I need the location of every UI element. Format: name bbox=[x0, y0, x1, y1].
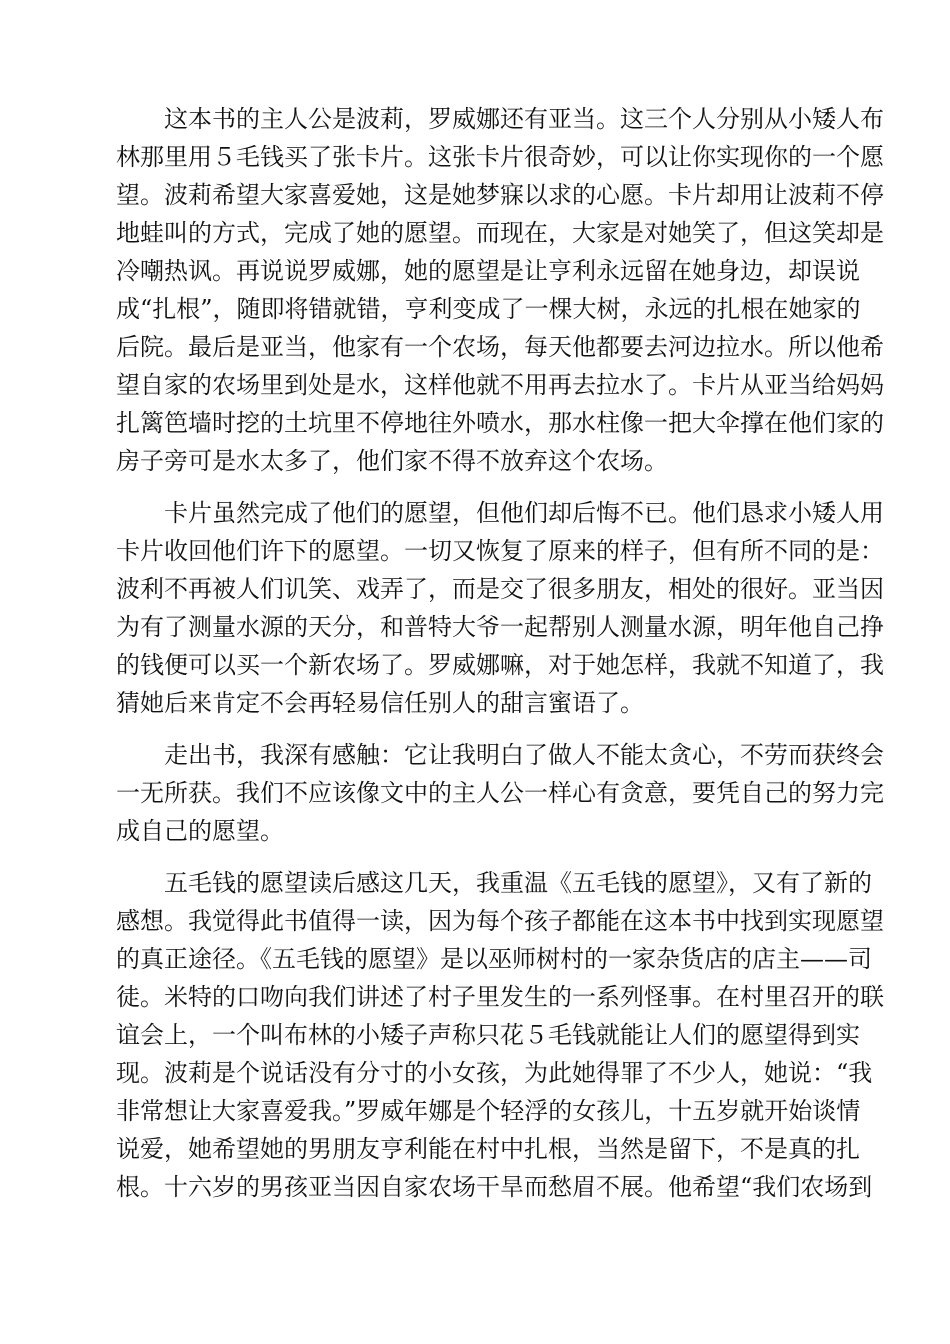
text-line: 非常想让大家喜爱我。”罗威年娜是个轻浮的女孩儿，十五岁就开始谈情 bbox=[116, 1097, 861, 1125]
text-line: 的钱便可以买一个新农场了。罗威娜嘛，对于她怎样，我就不知道了，我 bbox=[116, 651, 884, 679]
text-line: 感想。我觉得此书值得一读，因为每个孩子都能在这本书中找到实现愿望 bbox=[116, 907, 884, 935]
text-line: 五毛钱的愿望读后感这几天，我重温《五毛钱的愿望》，又有了新的 bbox=[164, 869, 872, 897]
text-line: 林那里用５毛钱买了张卡片。这张卡片很奇妙，可以让你实现你的一个愿 bbox=[116, 143, 884, 171]
text-line: 一无所获。我们不应该像文中的主人公一样心有贪意，要凭自己的努力完 bbox=[116, 779, 884, 807]
text-line: 说爱，她希望她的男朋友亨利能在村中扎根，当然是留下，不是真的扎 bbox=[116, 1135, 860, 1163]
text-line: 望。波莉希望大家喜爱她，这是她梦寐以求的心愿。卡片却用让波莉不停 bbox=[116, 181, 884, 209]
text-line: 卡片收回他们许下的愿望。一切又恢复了原来的样子，但有所不同的是： bbox=[116, 537, 884, 565]
text-line: 冷嘲热讽。再说说罗威娜，她的愿望是让亨利永远留在她身边，却误说 bbox=[116, 257, 860, 285]
paragraph-3 bbox=[116, 736, 884, 850]
text-line: 波利不再被人们讥笑、戏弄了，而是交了很多朋友，相处的很好。亚当因 bbox=[116, 575, 884, 603]
text-line: 成“扎根”，随即将错就错，亨利变成了一棵大树，永远的扎根在她家的 bbox=[116, 295, 861, 323]
paragraph-4 bbox=[116, 864, 884, 1206]
text-line: 后院。最后是亚当，他家有一个农场，每天他都要去河边拉水。所以他希 bbox=[116, 333, 884, 361]
text-line: 为有了测量水源的天分，和普特大爷一起帮别人测量水源，明年他自己挣 bbox=[116, 613, 884, 641]
paragraph-2 bbox=[116, 494, 884, 722]
text-line: 卡片虽然完成了他们的愿望，但他们却后悔不已。他们恳求小矮人用 bbox=[164, 499, 884, 527]
text-line: 谊会上，一个叫布林的小矮子声称只花５毛钱就能让人们的愿望得到实 bbox=[116, 1021, 860, 1049]
text-line: 现。波莉是个说话没有分寸的小女孩，为此她得罪了不少人，她说：“我 bbox=[116, 1059, 873, 1087]
text-line: 扎篱笆墙时挖的土坑里不停地往外喷水，那水柱像一把大伞撑在他们家的 bbox=[116, 409, 884, 437]
paragraph-1 bbox=[116, 100, 884, 480]
text-line: 地蛙叫的方式，完成了她的愿望。而现在，大家是对她笑了，但这笑却是 bbox=[116, 219, 884, 247]
text-line: 徒。米特的口吻向我们讲述了村子里发生的一系列怪事。在村里召开的联 bbox=[116, 983, 884, 1011]
text-line: 这本书的主人公是波莉，罗威娜还有亚当。这三个人分别从小矮人布 bbox=[164, 105, 884, 133]
text-line: 望自家的农场里到处是水，这样他就不用再去拉水了。卡片从亚当给妈妈 bbox=[116, 371, 884, 399]
text-line: 的真正途径。《五毛钱的愿望》是以巫师树村的一家杂货店的店主——司 bbox=[116, 945, 872, 973]
text-line: 房子旁可是水太多了，他们家不得不放弃这个农场。 bbox=[116, 447, 668, 475]
document-page bbox=[116, 100, 884, 1220]
text-line: 走出书，我深有感触：它让我明白了做人不能太贪心，不劳而获终会 bbox=[164, 741, 884, 769]
text-line: 成自己的愿望。 bbox=[116, 817, 284, 845]
text-line: 根。十六岁的男孩亚当因自家农场干旱而愁眉不展。他希望“我们农场到 bbox=[116, 1173, 873, 1201]
text-line: 猜她后来肯定不会再轻易信任别人的甜言蜜语了。 bbox=[116, 689, 644, 717]
